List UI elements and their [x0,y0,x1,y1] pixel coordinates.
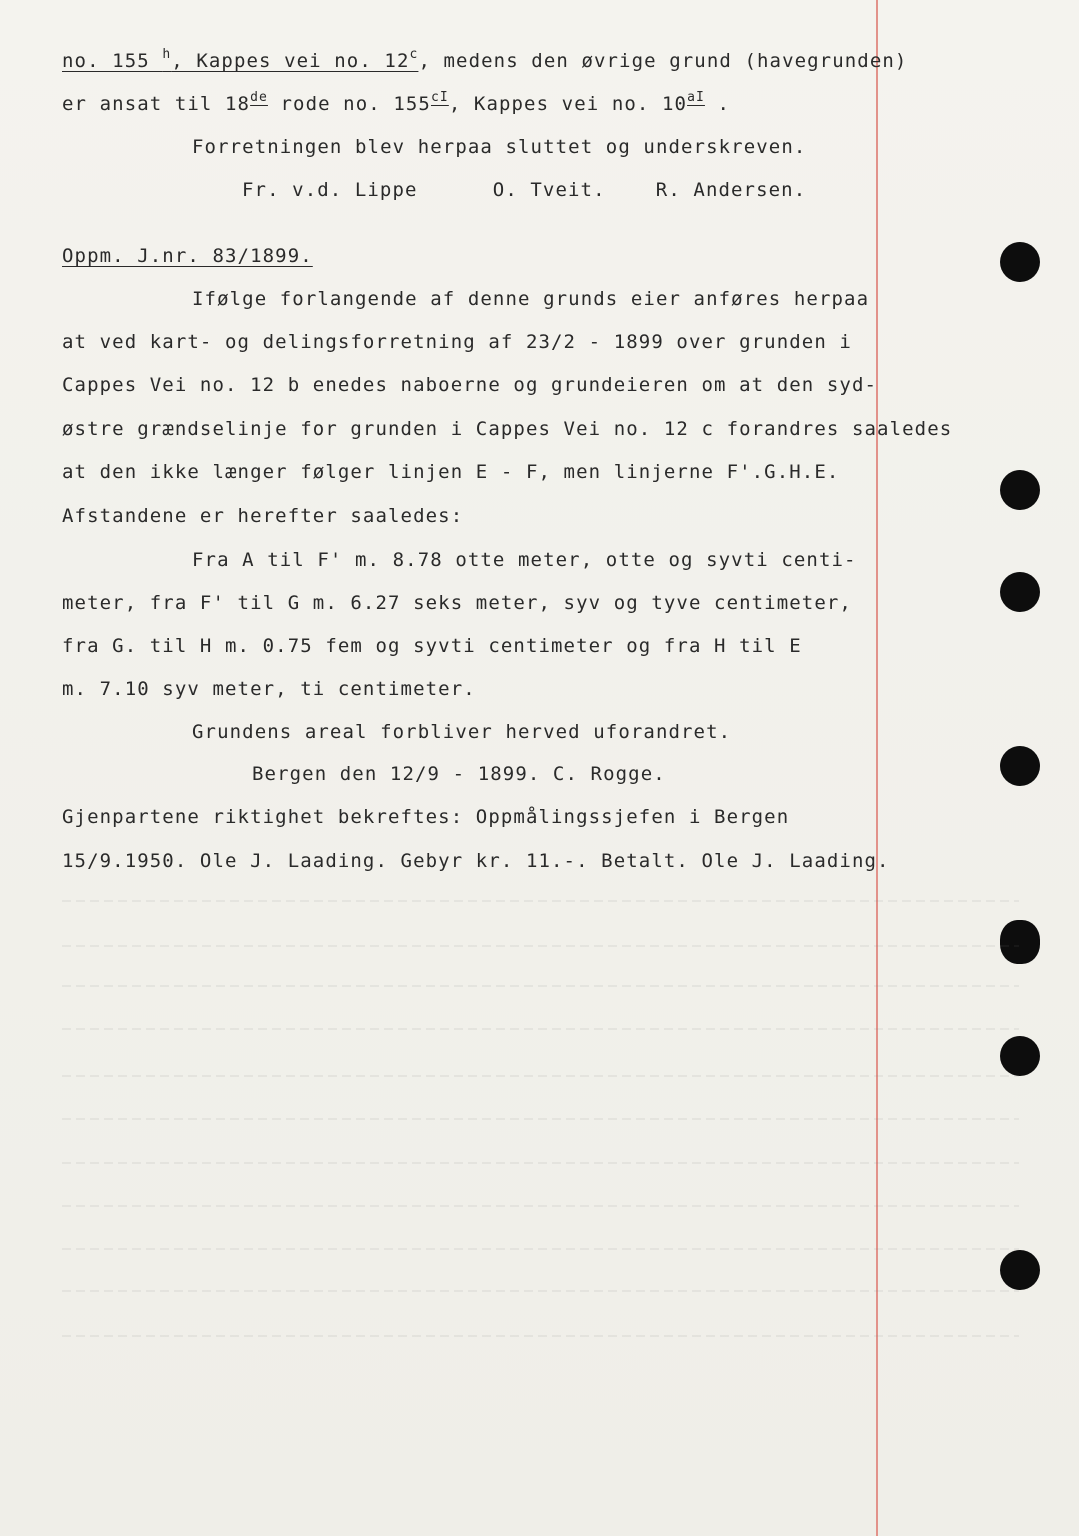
text-line: Bergen den 12/9 - 1899. C. Rogge. [252,763,666,785]
text-line: at ved kart- og delingsforretning af 23/2 - 1899 over grunden i [62,331,852,353]
text-line: 15/9.1950. Ole J. Laading. Gebyr kr. 11.-. Betalt. Ole J. Laading. [62,850,890,872]
signature-line: Fr. v.d. Lippe O. Tveit. R. Andersen. [242,179,807,201]
text-line: østre grændselinje for grunden i Cappes Vei no. 12 c forandres saaledes [62,418,953,440]
punch-hole [1000,920,1040,964]
punch-hole [1000,470,1040,510]
punch-hole [1000,572,1040,612]
text-line: Afstandene er herefter saaledes: [62,505,464,527]
punch-hole [1000,1036,1040,1076]
text-line: Gjenpartene riktighet bekreftes: Oppmålingssjefen i Bergen [62,806,790,828]
text-line: fra G. til H m. 0.75 fem og syvti centimeter og fra H til E [62,635,802,657]
text-line: no. 155 $^h$, Kappes vei no. 12$^c$, medens den øvrige grund (havegrunden) [62,47,908,72]
punch-hole [1000,746,1040,786]
text-line: Fra A til F' m. 8.78 otte meter, otte og syvti centi- [192,549,857,571]
red-margin-line [876,0,878,1536]
text-line: at den ikke længer følger linjen E - F, men linjerne F'.G.H.E. [62,461,840,483]
text-line: Grundens areal forbliver herved uforandret. [192,721,732,743]
text-line: er ansat til 18de rode no. $155^{cI}$, Kappes vei no. $10^{aI}$ . [62,90,731,115]
text-line: meter, fra F' til G m. 6.27 seks meter, syv og tyve centimeter, [62,592,852,614]
text-line: m. 7.10 syv meter, ti centimeter. [62,678,476,700]
punch-hole [1000,242,1040,282]
text-line: Cappes Vei no. 12 b enedes naboerne og grundeieren om at den syd- [62,374,878,396]
text-line: Ifølge forlangende af denne grunds eier anføres herpaa [192,288,870,310]
text-line: Forretningen blev herpaa sluttet og underskreven. [192,136,807,158]
entry-heading: Oppm. J.nr. 83/1899. [62,245,313,267]
punch-hole [1000,1250,1040,1290]
